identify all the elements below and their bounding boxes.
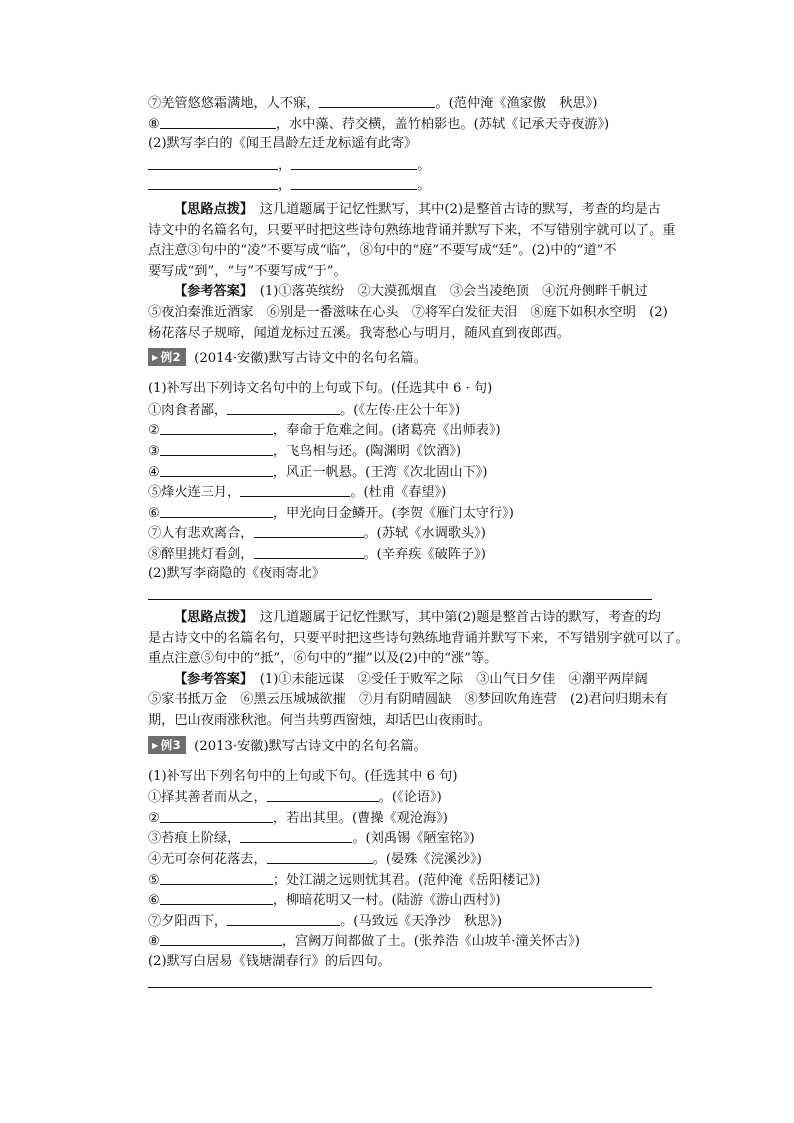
play-triangle-icon: ▶ (152, 740, 159, 750)
example-2-item-3: ③ ，飞鸟相与还。(陶渊明《饮酒》) (148, 441, 658, 462)
example-2-item-2: ② ，奉命于危难之间。(诸葛亮《出师表》) (148, 420, 658, 441)
example-2-tag: ▶ 例2 (148, 348, 186, 366)
poem-blank-line-1: ， 。 (148, 155, 658, 176)
example-2-answer: 【参考答案】 (1)①未能远谋 ②受任于败军之际 ③山气日夕佳 ④潮平两岸阔 (174, 671, 648, 687)
example-3-q1: (1)补写出下列名句中的上句或下句。(任选其中 6 句) (148, 768, 458, 784)
example-3-item-2: ② ，若出其里。(曹操《观沧海》) (148, 808, 658, 829)
example-3-item-6: ⑥ ，柳暗花明又一村。(陆游《游山西村》) (148, 890, 658, 911)
answer-blank[interactable] (160, 441, 273, 456)
answer-paragraph: 【参考答案】 (1)①落英缤纷 ②大漠孤烟直 ③会当凌绝顶 ④沉舟侧畔千帆过 (174, 284, 648, 300)
hint-paragraph: 【思路点拨】 这几道题属于记忆性默写，其中(2)是整首古诗的默写，考查的均是古 (174, 201, 661, 217)
example-2-item-5: ⑤烽火连三月， 。(杜甫《春望》) (148, 482, 658, 503)
question-line-8: ⑧ ，水中藻、荇交横，盖竹柏影也。(苏轼《记承天寺夜游》) (148, 114, 658, 135)
example-2-item-1: ①肉食者鄙， 。(《左传·庄公十年》) (148, 400, 658, 421)
answer-blank[interactable] (319, 93, 435, 108)
question-2-prompt: (2)默写李白的《闻王昌龄左迁龙标遥有此寄》 (148, 136, 418, 152)
answer-blank[interactable] (160, 808, 273, 823)
poem-blank-line-2: ， 。 (148, 175, 658, 196)
example-2-q1: (1)补写出下列诗文名句中的上句或下句。(任选其中 6 · 句) (148, 381, 493, 397)
answer-blank[interactable] (160, 931, 282, 946)
answer-blank[interactable] (267, 849, 373, 864)
example-2-item-4: ④ ，风正一帆悬。(王湾《次北固山下》) (148, 462, 658, 483)
answer-blank[interactable] (148, 155, 278, 170)
example-2-hint: 【思路点拨】 这几道题属于记忆性默写，其中第(2)题是整首古诗的默写，考查的均 (174, 610, 661, 626)
example-3-item-8: ⑧ ，宫阙万间都做了土。(张养浩《山坡羊·潼关怀古》) (148, 931, 658, 952)
answer-blank[interactable] (254, 523, 364, 538)
answer-blank[interactable] (291, 175, 417, 190)
document-page: ⑦羌管悠悠霜满地，人不寐， 。(范仲淹《渔家傲 秋思》) ⑧ ，水中藻、荇交横，盖竹柏影也。(苏轼《记承天寺夜游》) (2)默写李白的《闻王昌龄左迁龙标遥有此寄》 ， 。 ， 。 【思路点拨】 这几道题属于记忆性默写，其中(2)是整首古诗的默写，考查的均是古 诗文中的名篇名句，只要平时把这些诗句熟练地背诵并默写下来，不写错别字就可以了。重 点注意③句中的“凌”不要写成“临”，⑧句中的“庭”不要写成“廷”。(2)中的“道”不 要写成“到”，“与”不要写成“于”。 【参考答案】 (1)①落英缤纷 ②大漠孤烟直 ③会当凌绝顶 ④沉舟侧畔千帆过 ⑤夜泊秦淮近酒家 ⑥别是一番滋味在心头 ⑦将军白发征夫泪 ⑧庭下如积水空明 (2) 杨花落尽子规啼，闻道龙标过五溪。我寄愁心与明月，随风直到夜郎西。 ▶ 例2 (2014·安徽)默写古诗文中的名句名篇。 (1)补写出下列诗文名句中的上句或下句。(任选其中 6 · 句) ①肉食者鄙， 。(《左传·庄公十年》) ② ，奉命于危难之间。(诸葛亮《出师表》) ③ ，飞鸟相与还。(陶渊明《饮酒》) ④ ，风正一帆悬。(王湾《次北固山下》) ⑤烽火连三月， 。(杜甫《春望》) ⑥ ，甲光向日金鳞开。(李贺《雁门太守行》) ⑦人有悲欢离合， 。(苏轼《水调歌头》) ⑧醉里挑灯看剑， 。(辛弃疾《破阵子》) (2)默写李商隐的《夜雨寄北》 【思路点拨】 这几道题属于记忆性默写，其中第(2)题是整首古诗的默写，考查的均 是古诗文中的名篇名句，只要平时把这些诗句熟练地背诵并默写下来，不写错别字就可以了。 重点注意⑤句中的“抵”，⑥句中的“摧”以及(2)中的“涨”等。 【参考答案】 (1)①未能远谋 ②受任于败军之际 ③山气日夕佳 ④潮平两岸阔 ⑤家书抵万金 ⑥黑云压城城欲摧 ⑦月有阴晴圆缺 ⑧梦回吹角连营 (2)君问归期未有 期，巴山夜雨涨秋池。何当共剪西窗烛，却话巴山夜雨时。 ▶ 例3 (2013·安徽)默写古诗文中的名句名篇。 (1)补写出下列名句中的上句或下句。(任选其中 6 句) ①择其善者而从之， 。(《论语》) ② ，若出其里。(曹操《观沧海》) ③苔痕上阶绿， 。(刘禹锡《陋室铭》) ④无可奈何花落去， 。(晏殊《浣溪沙》) ⑤ ；处江湖之远则忧其君。(范仲淹《岳阳楼记》) ⑥ ，柳暗花明又一村。(陆游《游山西村》) ⑦夕阳西下， 。(马致远《天净沙 秋思》) ⑧ ，宫阙万间都做了土。(张养浩《山坡羊·潼关怀古》) (2)默写白居易《钱塘湖春行》的后四句。 (148, 93, 658, 996)
answer-blank[interactable] (160, 462, 273, 477)
answer-blank[interactable] (227, 400, 340, 415)
answer-blank[interactable] (160, 870, 273, 885)
answer-blank[interactable] (160, 420, 273, 435)
answer-blank[interactable] (254, 544, 364, 559)
example-3-item-5: ⑤ ；处江湖之远则忧其君。(范仲淹《岳阳楼记》) (148, 870, 658, 891)
example-3-item-1: ①择其善者而从之， 。(《论语》) (148, 787, 658, 808)
answer-blank[interactable] (227, 911, 340, 926)
answer-blank[interactable] (267, 787, 379, 802)
example-3-item-4: ④无可奈何花落去， 。(晏殊《浣溪沙》) (148, 849, 658, 870)
answer-blank[interactable] (240, 482, 350, 497)
example-2-item-7: ⑦人有悲欢离合， 。(苏轼《水调歌头》) (148, 523, 658, 544)
answer-blank[interactable] (240, 828, 352, 843)
example-2-item-8: ⑧醉里挑灯看剑， 。(辛弃疾《破阵子》) (148, 544, 658, 565)
example-3-item-3: ③苔痕上阶绿， 。(刘禹锡《陋室铭》) (148, 828, 658, 849)
answer-rule[interactable] (148, 587, 652, 600)
answer-blank[interactable] (291, 155, 417, 170)
answer-blank[interactable] (160, 114, 276, 129)
example-3-q2: (2)默写白居易《钱塘湖春行》的后四句。 (148, 953, 391, 969)
example-3-tag: ▶ 例3 (148, 736, 186, 754)
example-2-q2: (2)默写李商隐的《夜雨寄北》 (148, 566, 325, 582)
example-2-header: ▶ 例2 (2014·安徽)默写古诗文中的名句名篇。 (148, 347, 658, 371)
answer-blank[interactable] (160, 890, 273, 905)
example-3-header: ▶ 例3 (2013·安徽)默写古诗文中的名句名篇。 (148, 735, 658, 759)
example-2-item-6: ⑥ ，甲光向日金鳞开。(李贺《雁门太守行》) (148, 503, 658, 524)
answer-blank[interactable] (160, 503, 273, 518)
answer-rule[interactable] (148, 975, 652, 988)
answer-blank[interactable] (148, 175, 278, 190)
question-line-7: ⑦羌管悠悠霜满地，人不寐， 。(范仲淹《渔家傲 秋思》) (148, 93, 658, 114)
example-3-item-7: ⑦夕阳西下， 。(马致远《天净沙 秋思》) (148, 911, 658, 932)
play-triangle-icon: ▶ (152, 353, 159, 363)
